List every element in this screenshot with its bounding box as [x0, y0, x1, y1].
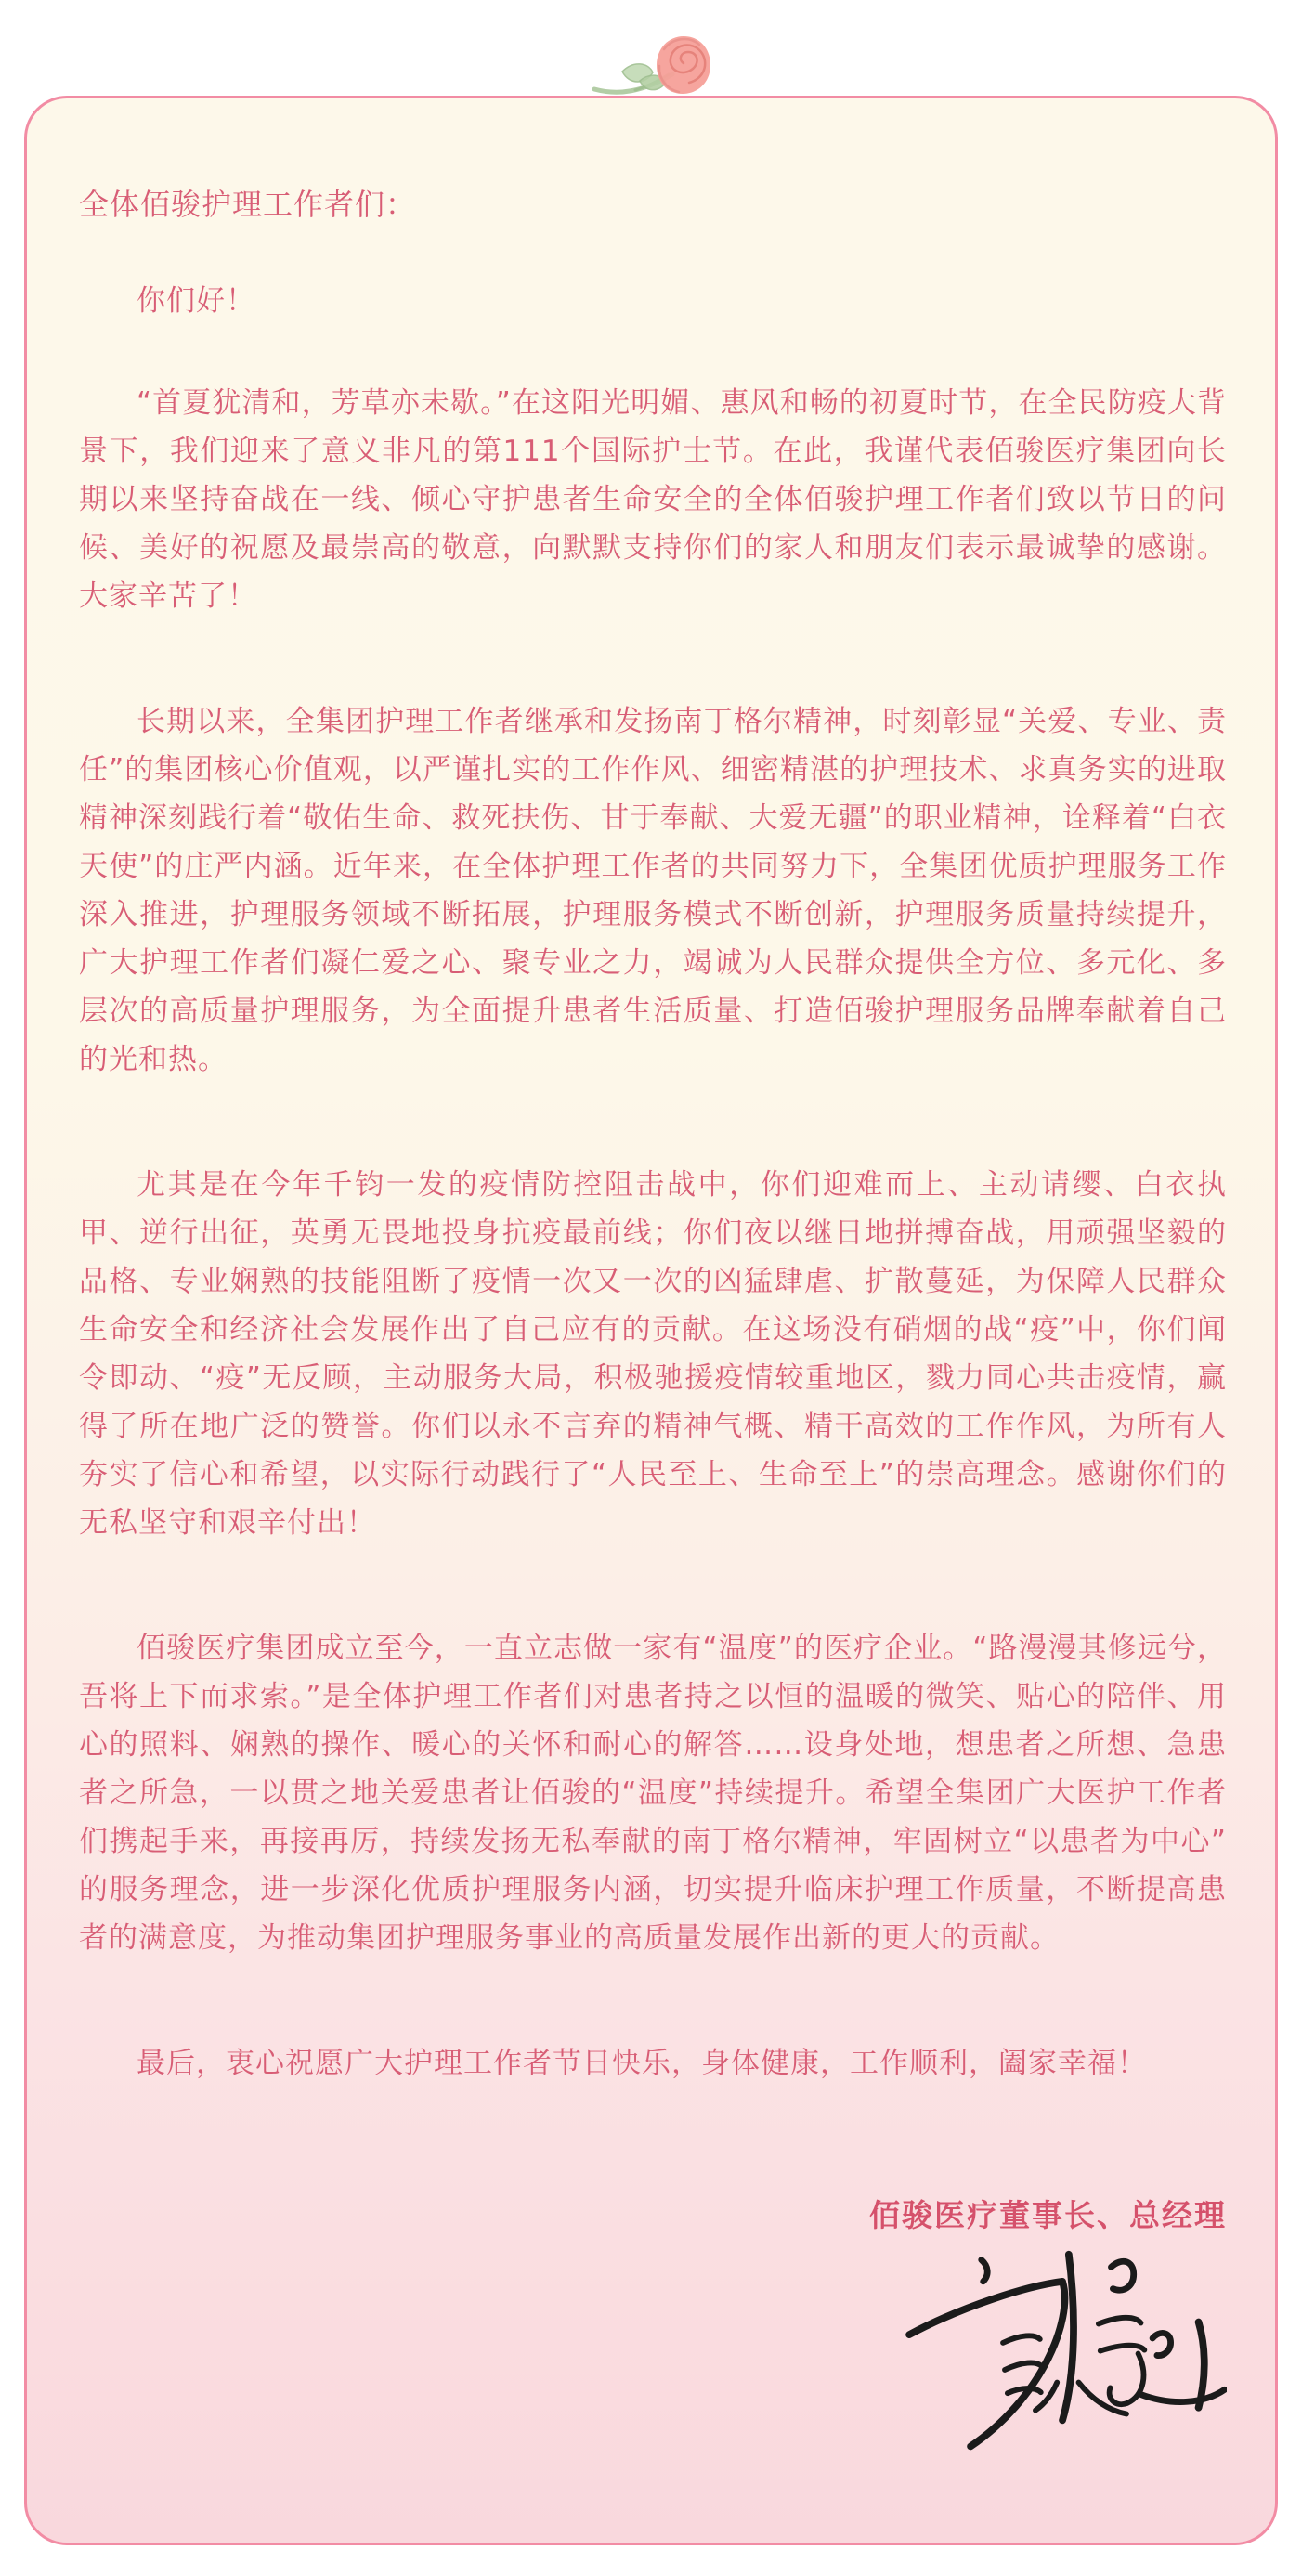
- closing-wish: 最后，衷心祝愿广大护理工作者节日快乐，身体健康，工作顺利，阖家幸福！: [137, 2047, 1147, 2080]
- paragraph-3: 尤其是在今年千钧一发的疫情防控阻击战中，你们迎难而上、主动请缨、白衣执甲、逆行出征，英勇无畏地投身抗疫最前线；你们夜以继日地拼搏奋战，用顽强坚毅的品格、专业娴熟的技能阻断了疫情一次又一次的凶猛肆虐、扩散蔓延，为保障人民群众生命安全和经济社会发展作出了自己应有的贡献。在这场没有硝烟的战“疫”中，你们闻令即动、“疫”无反顾，主动服务大局，积极驰援疫情较重地区，戮力同心共击疫情，赢得了所在地广泛的赞誉。你们以永不言弃的精神气概、精干高效的工作作风，为所有人夯实了信心和希望，以实际行动践行了“人民至上、生命至上”的崇高理念。感谢你们的无私坚守和艰辛付出！: [79, 1168, 1227, 1540]
- signoff-title: 佰骏医疗董事长、总经理: [869, 2197, 1227, 2233]
- letter-card: [24, 96, 1278, 2545]
- signature-handwritten: [902, 2247, 1227, 2494]
- salutation: 全体佰骏护理工作者们：: [79, 187, 417, 222]
- paragraph-2: 长期以来，全集团护理工作者继承和发扬南丁格尔精神，时刻彰显“关爱、专业、责任”的集团核心价值观，以严谨扎实的工作作风、细密精湛的护理技术、求真务实的进取精神深刻践行着“敬佑生命、救死扶伤、甘于奉献、大爱无疆”的职业精神，诠释着“白衣天使”的庄严内涵。近年来，在全体护理工作者的共同努力下，全集团优质护理服务工作深入推进，护理服务领域不断拓展，护理服务模式不断创新，护理服务质量持续提升，广大护理工作者们凝仁爱之心、聚专业之力，竭诚为人民群众提供全方位、多元化、多层次的高质量护理服务，为全面提升患者生活质量、打造佰骏护理服务品牌奉献着自己的光和热。: [79, 705, 1227, 1076]
- greeting: 你们好！: [137, 284, 255, 318]
- rose-icon: [591, 24, 711, 98]
- paragraph-4: 佰骏医疗集团成立至今，一直立志做一家有“温度”的医疗企业。“路漫漫其修远兮，吾将上下而求索。”是全体护理工作者们对患者持之以恒的温暖的微笑、贴心的陪伴、用心的照料、娴熟的操作、暖心的关怀和耐心的解答……设身处地，想患者之所想、急患者之所急，一以贯之地关爱患者让佰骏的“温度”持续提升。希望全集团广大医护工作者们携起手来，再接再厉，持续发扬无私奉献的南丁格尔精神，牢固树立“以患者为中心”的服务理念，进一步深化优质护理服务内涵，切实提升临床护理工作质量，不断提高患者的满意度，为推动集团护理服务事业的高质量发展作出新的更大的贡献。: [79, 1632, 1227, 1955]
- paragraph-1: “首夏犹清和，芳草亦未歇。”在这阳光明媚、惠风和畅的初夏时节，在全民防疫大背景下，我们迎来了意义非凡的第111个国际护士节。在此，我谨代表佰骏医疗集团向长期以来坚持奋战在一线、倾心守护患者生命安全的全体佰骏护理工作者们致以节日的问候、美好的祝愿及最崇高的敬意，向默默支持你们的家人和朋友们表示最诚挚的感谢。大家辛苦了！: [79, 386, 1227, 613]
